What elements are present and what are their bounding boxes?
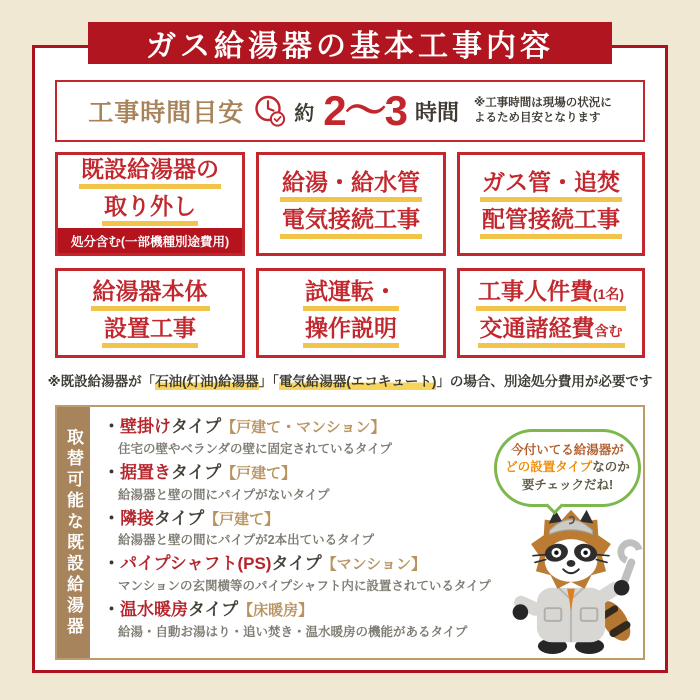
work-item-labor-travel: 工事人件費(1名) 交通諸経費含む	[457, 268, 645, 358]
work-item-gas-reheating: ガス管・追焚 配管接続工事	[457, 152, 645, 256]
time-approx-label: 約	[294, 102, 315, 125]
replaceable-types-tab	[57, 407, 90, 658]
list-item-pipe-shaft: ・パイプシャフト(PS)タイプ【マンション】 マンションの玄関横等のパイプシャフト内に設置されているタイプ	[103, 554, 491, 593]
highlight-oil-heater: 石油(灯油)給湯器	[155, 374, 259, 389]
time-estimate-label: 工事時間目安	[88, 99, 245, 127]
mascot-speech-bubble: 今付いてる給湯器が どの設置タイプなのか 要チェックだね!	[494, 429, 641, 507]
work-item-unit-installation: 給湯器本体 設置工事	[55, 268, 245, 358]
tanuki-engineer-mascot	[498, 502, 644, 656]
replaceable-types-list	[103, 416, 533, 645]
disposal-fee-note: ※既設給湯器が「石油(灯油)給湯器」「電気給湯器(エコキュート)」の場合、別途処分費用が必要です	[47, 374, 653, 389]
highlight-electric-heater: 電気給湯器(エコキュート)	[278, 374, 437, 389]
replaceable-types-tab-label: 取替可能な既設給湯器	[64, 427, 83, 638]
page-title: ガス給湯器の基本工事内容	[146, 30, 554, 63]
list-item-floor-standing: ・据置きタイプ【戸建て】 給湯器と壁の間にパイプがないタイプ	[103, 462, 330, 502]
list-item-hot-water-heating: ・温水暖房タイプ【床暖房】 給湯・自動お湯はり・追い焚き・温水暖房の機能があるタイプ	[103, 600, 468, 639]
time-estimate-box	[55, 80, 645, 142]
list-item-wall-mounted: ・壁掛けタイプ【戸建て・マンション】 住宅の壁やベランダの壁に固定されているタイプ	[103, 417, 392, 456]
work-item-test-run: 試運転・ 操作説明	[256, 268, 446, 358]
time-range-value: 2〜3	[323, 87, 407, 134]
work-item-removal: 既設給湯器の 取り外し 処分含む(一部機種別途費用)	[55, 152, 245, 256]
page-title-banner	[88, 22, 612, 64]
list-item-adjacent: ・隣接タイプ【戸建て】 給湯器と壁の間にパイプが2本出ているタイプ	[103, 508, 374, 548]
work-item-removal-footer: 処分含む(一部機種別途費用)	[58, 228, 242, 253]
clock-check-icon	[251, 93, 287, 129]
time-estimate-note: ※工事時間は現場の状況に よるため目安となります	[474, 97, 612, 124]
work-item-piping-electric: 給湯・給水管 電気接続工事	[256, 152, 446, 256]
time-unit-label: 時間	[415, 99, 460, 125]
